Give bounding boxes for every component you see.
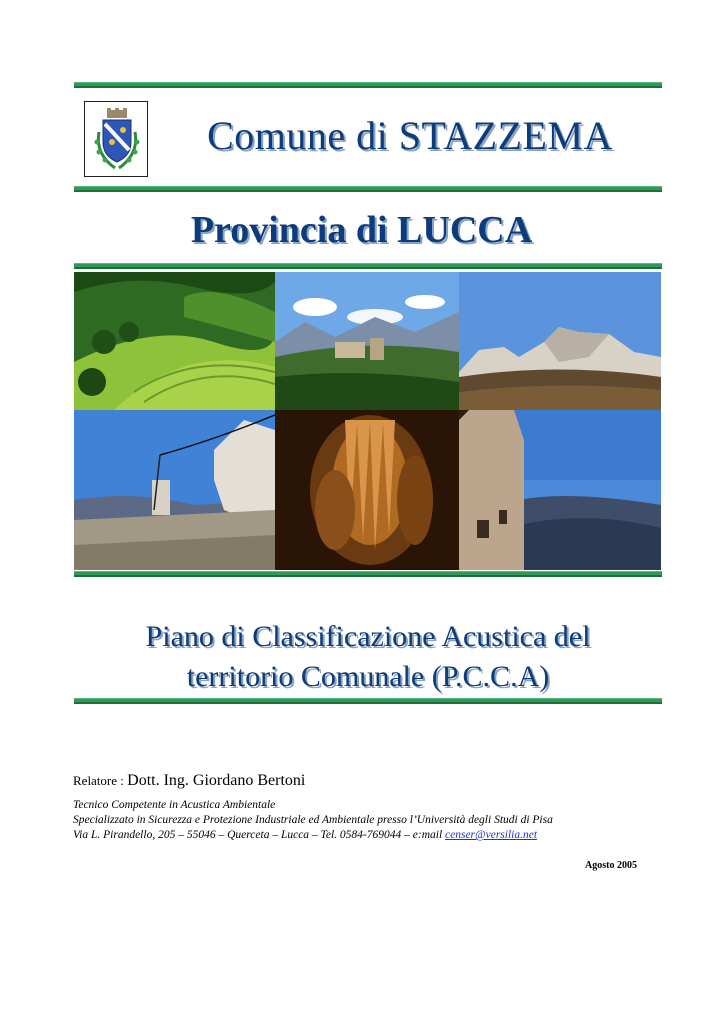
author-contact bbox=[73, 828, 553, 843]
photo-rocky-peak bbox=[459, 272, 661, 410]
title-bottom-divider bbox=[74, 698, 662, 704]
photo-stone-house bbox=[459, 410, 661, 570]
author-info bbox=[73, 798, 553, 843]
author-specialization: Specializzato in Sicurezza e Protezione Industriale ed Ambientale presso l’Università degli Studi di Pisa bbox=[73, 814, 553, 826]
author-address: Via L. Pirandello, 205 – 55046 – Querceta – Lucca – Tel. 0584-769044 – e:mail bbox=[73, 829, 446, 841]
document-title bbox=[74, 617, 662, 697]
municipality-title: Comune di STAZZEMA bbox=[207, 113, 613, 158]
photo-green-hillside bbox=[74, 272, 275, 410]
photos-top-divider bbox=[74, 263, 662, 269]
author-name: Dott. Ing. Giordano Bertoni bbox=[127, 772, 306, 789]
coat-of-arms-icon bbox=[85, 102, 149, 178]
photo-mountain-village bbox=[275, 272, 459, 410]
province-title: Provincia di LUCCA bbox=[190, 209, 533, 251]
top-divider bbox=[74, 82, 662, 88]
photo-cave bbox=[275, 410, 459, 570]
photo-collage bbox=[74, 272, 661, 570]
author-line bbox=[73, 772, 305, 790]
document-date: Agosto 2005 bbox=[585, 860, 637, 871]
document-title-line1: Piano di Classificazione Acustica del bbox=[145, 620, 591, 653]
photos-bottom-divider bbox=[74, 571, 662, 577]
author-qualification: Tecnico Competente in Acustica Ambientale bbox=[73, 799, 276, 811]
header-divider bbox=[74, 186, 662, 192]
coat-of-arms-logo bbox=[84, 101, 148, 177]
photo-marble-quarry bbox=[74, 410, 275, 570]
author-label: Relatore : bbox=[73, 773, 128, 788]
document-title-line2: territorio Comunale (P.C.C.A) bbox=[186, 660, 550, 693]
email-link[interactable]: censer@versilia.net bbox=[445, 829, 538, 841]
